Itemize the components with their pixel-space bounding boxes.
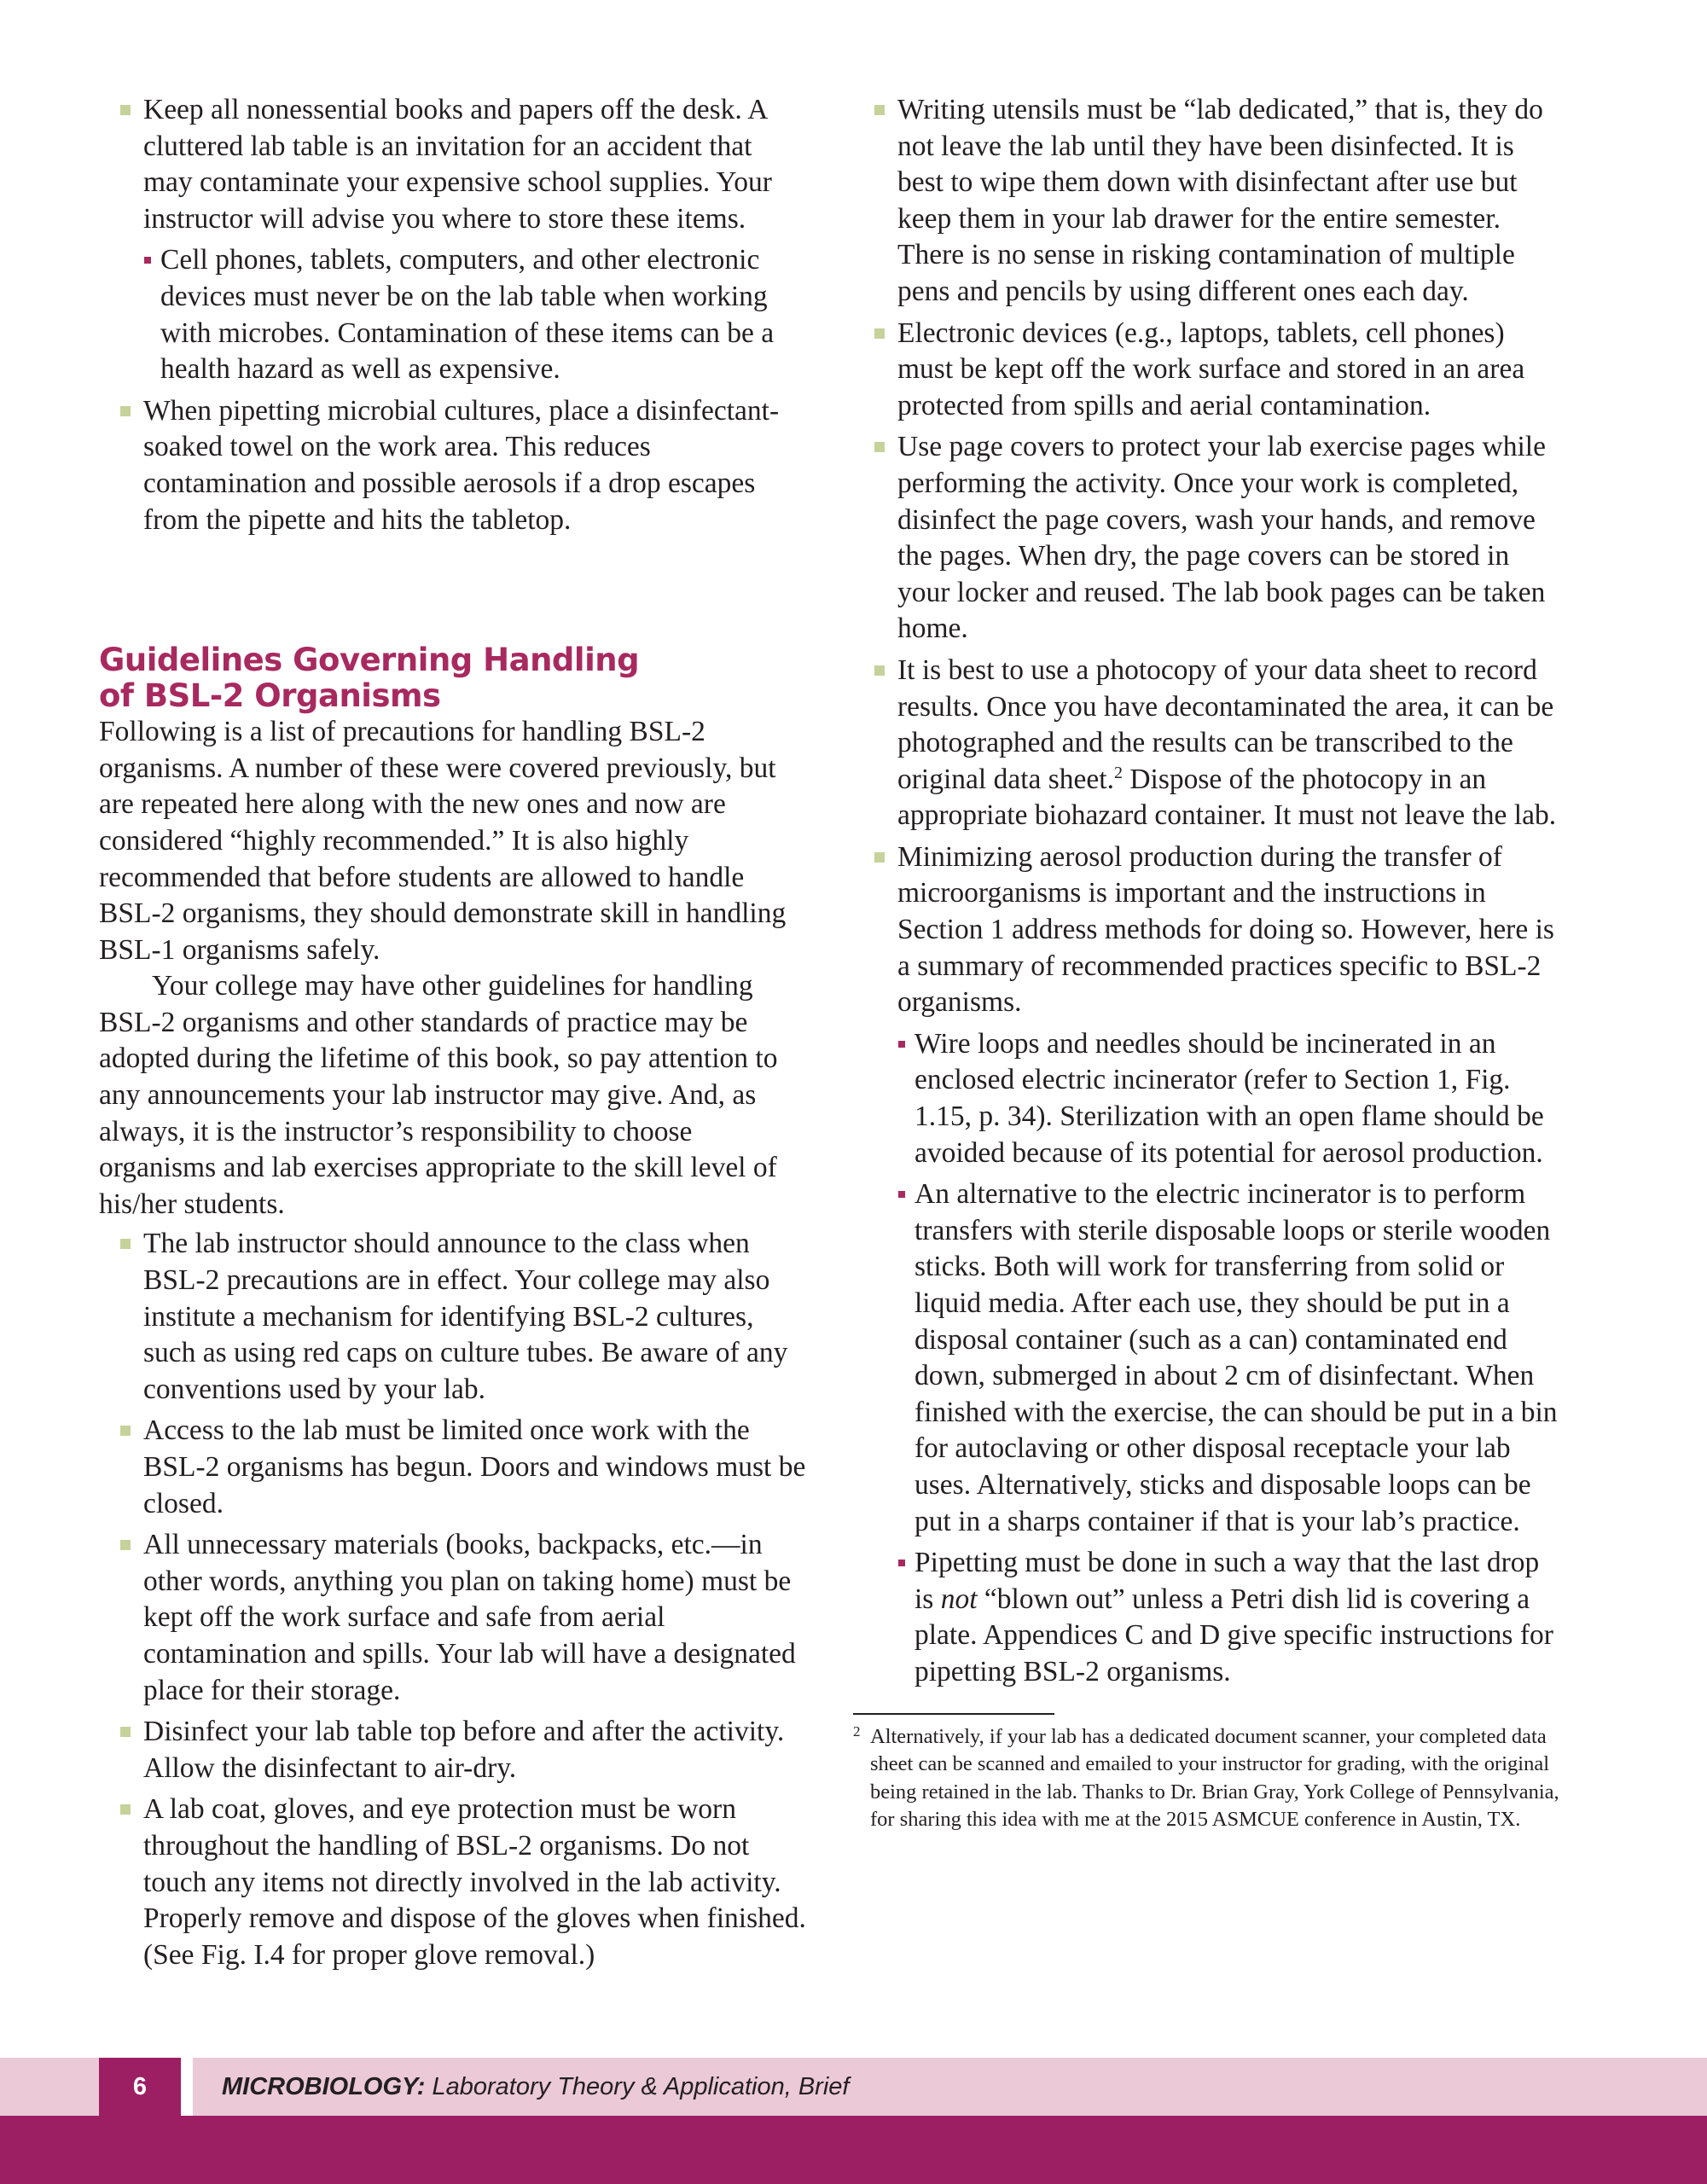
- bullet-item: Writing utensils must be “lab dedicated,” that is, they do not leave the lab until they have been disinfected. It is best to wipe them down with disinfectant after use but keep them in your lab drawer for the entire semester. There is no sense in risking contamination of multiple pens and pencils by using different ones each day.: [853, 92, 1561, 311]
- bullet-square-icon: [120, 1426, 131, 1436]
- bullet-square-icon: [120, 105, 131, 115]
- sub-bullet-icon: [898, 1560, 905, 1566]
- footnote-reference: 2: [1113, 763, 1123, 782]
- footnote-mark: 2: [853, 1722, 861, 1740]
- section-heading: Guidelines Governing Handling of BSL-2 Organisms: [99, 642, 640, 715]
- footer-divider: [181, 2058, 193, 2116]
- bullet-item: When pipetting microbial cultures, place a disinfectant-soaked towel on the work area. This reduces contamination and possible aerosols if a drop escapes from the pipette and hits the tabletop.: [99, 393, 807, 538]
- right-column: [853, 92, 1561, 1834]
- sub-bullet-item: Cell phones, tablets, computers, and other electronic devices must never be on the lab table when working with microbes. Contamination of these items can be a health hazard as well as expensive.: [99, 242, 807, 387]
- bullet-square-icon: [120, 1727, 131, 1737]
- footnote: 2 Alternatively, if your lab has a dedicated document scanner, your completed data sheet can be scanned and emailed to your instructor for grading, with the original being retained in the lab. Thanks to Dr. Brian Gray, York College of Pennsylvania, for sharing this idea with me at the 2015 ASMCUE conference in Austin, TX.: [853, 1723, 1561, 1834]
- bullet-item: Keep all nonessential books and papers off the desk. A cluttered lab table is an invitation for an accident that may contaminate your expensive school supplies. Your instructor will advise you where to store these items.: [99, 92, 807, 237]
- bullet-item: A lab coat, gloves, and eye protection must be worn throughout the handling of BSL-2 organisms. Do not touch any items not directly involved in the lab activity. Properly remove and dispose of the gloves when finished. (See Fig. I.4 for proper glove removal.): [99, 1792, 807, 1973]
- bullet-item: All unnecessary materials (books, backpacks, etc.—in other words, anything you plan on taking home) must be kept off the work surface and safe from aerial contamination and spills. Your lab will have a designated place for their storage.: [99, 1527, 807, 1709]
- footnote-divider: [853, 1713, 1054, 1715]
- bullet-square-icon: [120, 1239, 131, 1249]
- sub-bullet-item: Pipetting must be done in such a way that the last drop is not “blown out” unless a Petri dish lid is covering a plate. Appendices C and D give specific instructions for pipetting BSL-2 organisms.: [853, 1545, 1561, 1690]
- sub-bullet-icon: [898, 1041, 905, 1048]
- sub-bullet-icon: [144, 257, 151, 264]
- bullet-item: Disinfect your lab table top before and after the activity. Allow the disinfectant to air-dry.: [99, 1714, 807, 1786]
- sub-bullet-item: Wire loops and needles should be incinerated in an enclosed electric incinerator (refer to Section 1, Fig. 1.15, p. 34). Sterilization with an open flame should be avoided because of its potential for aerosol production.: [853, 1026, 1561, 1171]
- left-column: [99, 92, 807, 1978]
- running-title: MICROBIOLOGY: Laboratory Theory & Application, Brief: [222, 2073, 850, 2100]
- bullet-square-icon: [874, 852, 885, 863]
- bullet-square-icon: [874, 665, 885, 676]
- intro-paragraph: Following is a list of precautions for handling BSL-2 organisms. A number of these were covered previously, but are repeated here along with the new ones and now are considered “highly recommended.” It is also highly recommended that before students are allowed to handle BSL-2 organisms, they should demonstrate skill in handling BSL-1 organisms safely.: [99, 716, 787, 966]
- bullet-item: The lab instructor should announce to the class when BSL-2 precautions are in effect. Your college may also institute a mechanism for identifying BSL-2 cultures, such as using red caps on culture tubes. Be aware of any conventions used by your lab.: [99, 1226, 807, 1408]
- bullet-square-icon: [874, 328, 885, 339]
- footer-bottom-band: [0, 2116, 1707, 2184]
- bullet-item: It is best to use a photocopy of your data sheet to record results. Once you have decontaminated the area, it can be photographed and the results can be transcribed to the original data sheet.$^2$ Dispose of the photocopy in an appropriate biohazard container. It must not leave the lab.: [853, 653, 1561, 834]
- bullet-square-icon: [120, 1540, 131, 1550]
- bullet-square-icon: [120, 1804, 131, 1815]
- bullet-square-icon: [120, 406, 131, 416]
- bullet-square-icon: [874, 442, 885, 452]
- bullet-item: Electronic devices (e.g., laptops, tablets, cell phones) must be kept off the work surface and stored in an area protected from spills and aerial contamination.: [853, 316, 1561, 425]
- bullet-square-icon: [874, 105, 885, 115]
- bullet-item: Use page covers to protect your lab exercise pages while performing the activity. Once your work is completed, disinfect the page covers, wash your hands, and remove the pages. When dry, the page covers can be stored in your locker and reused. The lab book pages can be taken home.: [853, 429, 1561, 648]
- guidelines-paragraph: Your college may have other guidelines for handling BSL-2 organisms and other standards of practice may be adopted during the lifetime of this book, so pay attention to any announcements your lab instructor may give. And, as always, it is the instructor’s responsibility to choose organisms and lab exercises appropriate to the skill level of his/her students.: [99, 970, 778, 1220]
- page-number: 6: [99, 2058, 181, 2116]
- bullet-item: Access to the lab must be limited once work with the BSL-2 organisms has begun. Doors and windows must be closed.: [99, 1413, 807, 1522]
- sub-bullet-item: An alternative to the electric incinerator is to perform transfers with sterile disposable loops or sterile wooden sticks. Both will work for transferring from solid or liquid media. After each use, they should be put in a disposal container (such as a can) contaminated end down, submerged in about 2 cm of disinfectant. When finished with the exercise, the can should be put in a bin for autoclaving or other disposal receptacle your lab uses. Alternatively, sticks and disposable loops can be put in a sharps container if that is your lab’s practice.: [853, 1176, 1561, 1540]
- sub-bullet-icon: [898, 1191, 905, 1198]
- bullet-item: Minimizing aerosol production during the transfer of microorganisms is important and the instructions in Section 1 address methods for doing so. However, here is a summary of recommended practices specific to BSL-2 organisms.: [853, 839, 1561, 1021]
